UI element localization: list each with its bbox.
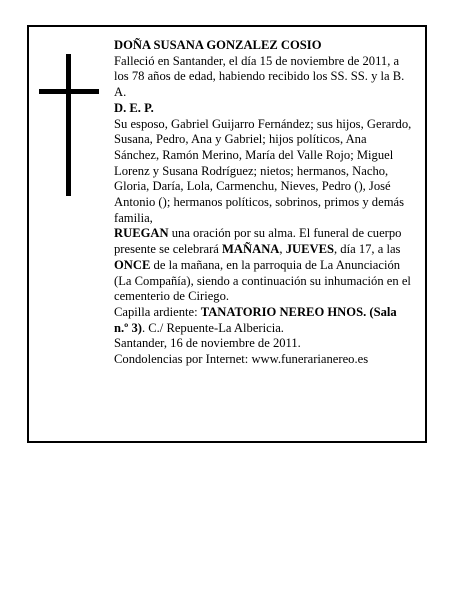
chapel-place: TANATORIO NEREO HNOS. (Sala n.º 3) — [114, 304, 397, 335]
deceased-name: DOÑA SUSANA GONZALEZ COSIO — [114, 38, 322, 52]
funeral-weekday: JUEVES — [285, 242, 334, 257]
rip-label: D. E. P. — [114, 100, 154, 115]
death-notice: Falleció en Santander, el día 15 de noviembre de 2011, a los 78 años de edad, habiendo recibido los SS. SS. y la B. A. — [114, 53, 405, 100]
chapel-info: Capilla ardiente: TANATORIO NEREO HNOS. (Sala n.º 3). C./ Repuente-La Albericia. — [114, 304, 397, 335]
family-list: Su esposo, Gabriel Guijarro Fernández; sus hijos, Gerardo, Susana, Pedro, Ana y Gabriel; hijos políticos, Ana Sánchez, Ramón Merino, María del Valle Rojo; Miguel Lorenz y Susana Rodríguez; nietos; hermanos, Nacho, Gloria, Daría, Lola, Carmenchu, Nieves, Pedro (), José Antonio (); hermanos políticos, sobrinos, primos y demás familia, — [114, 116, 412, 225]
obituary-text — [114, 38, 412, 368]
funeral-day: MAÑANA — [222, 242, 280, 257]
cross-icon — [39, 54, 99, 196]
ruegan-label: RUEGAN — [114, 226, 169, 241]
funeral-hour: ONCE — [114, 257, 151, 272]
funeral-request: RUEGAN una oración por su alma. El funeral de cuerpo presente se celebrará MAÑANA, JUEVES, día 17, a las ONCE de la mañana, en la parroquia de La Anunciación (La Compañía), siendo a continuación su inhumación en el cementerio de Ciriego. — [114, 226, 411, 304]
place-date: Santander, 16 de noviembre de 2011. — [114, 336, 301, 351]
condolences-line: Condolencias por Internet: www.funerarianereo.es — [114, 352, 369, 367]
